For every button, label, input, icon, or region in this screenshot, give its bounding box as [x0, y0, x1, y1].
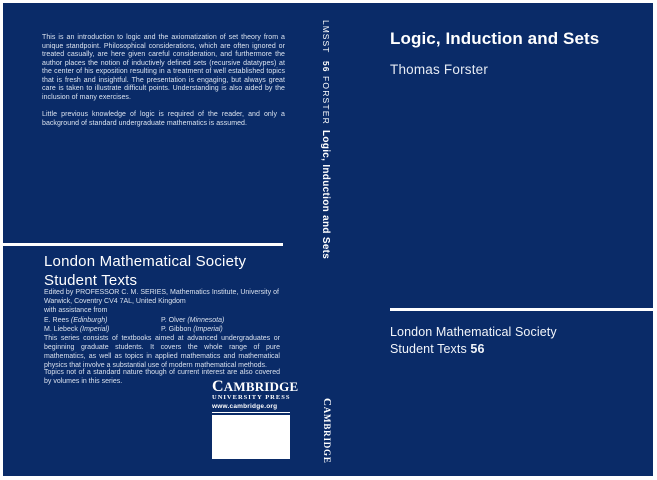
assistant-editor	[161, 316, 224, 325]
assistant-editor	[44, 316, 161, 325]
assistance-intro: with assistance from	[44, 307, 108, 314]
assistant-affiliation: (Imperial)	[193, 326, 223, 333]
assistant-name: M. Liebeck	[44, 326, 78, 333]
front-series-number: 56	[470, 342, 485, 356]
assistant-affiliation: (Minnesota)	[187, 317, 225, 324]
series-heading-line1: London Mathematical Society	[44, 253, 247, 270]
spine-series-code	[321, 20, 331, 72]
spine-series-number: 56	[321, 60, 331, 73]
front-series-block	[390, 324, 557, 358]
assistant-editor	[161, 325, 224, 334]
assistant-editor	[44, 325, 161, 334]
front-series-line2	[390, 341, 557, 358]
front-title: Logic, Induction and Sets	[390, 29, 600, 48]
series-description: This series consists of textbooks aimed at advanced undergraduates or beginning graduate students. It covers the whole range of pure mathematics, as well as topics in applied mathematics and mathematical physics that involve a substantial use of modern mathematical methods.	[44, 335, 280, 369]
cambridge-logo: CAMBRIDGE	[212, 378, 299, 395]
assistant-name: P. Gibbon	[161, 326, 192, 333]
assistant-affiliation: (Imperial)	[79, 326, 110, 333]
front-author: Thomas Forster	[390, 62, 489, 77]
assistant-name: E. Rees	[44, 317, 69, 324]
publisher-logo-block	[212, 378, 299, 459]
barcode-placeholder-box	[212, 415, 290, 459]
spine-author: FORSTER	[321, 76, 331, 126]
spine-publisher: CAMBRIDGE	[321, 398, 333, 464]
back-cover-blurb	[42, 34, 285, 128]
publisher-divider	[212, 412, 290, 413]
front-series-line1: London Mathematical Society	[390, 325, 557, 339]
edited-by-text: Edited by PROFESSOR C. M. SERIES, Mathematics Institute, University of Warwick, Coventry CV4 7AL, United Kingdom	[44, 289, 279, 305]
series-description-2: Topics not of a standard nature though of current interest are also covered by volumes in this series.	[44, 369, 280, 385]
series-heading-line2: Student Texts	[44, 272, 138, 289]
assistant-affiliation: (Edinburgh)	[70, 317, 108, 324]
blurb-paragraph-2: Little previous knowledge of logic is required of the reader, and only a background of standard undergraduate mathematics is assumed.	[42, 111, 285, 127]
back-cover-rule	[3, 243, 283, 246]
university-press-label: UNIVERSITY PRESS	[212, 394, 291, 401]
assistant-editors-list	[44, 316, 224, 334]
front-cover-rule	[390, 308, 653, 311]
publisher-url: www.cambridge.org	[212, 403, 278, 410]
front-series-name: Student Texts	[390, 342, 467, 356]
spine-series-code-text: LMSST	[321, 20, 331, 54]
assistant-name: P. Olver	[161, 317, 186, 324]
series-heading	[44, 252, 246, 290]
spine-title: Logic, Induction and Sets	[320, 130, 331, 260]
blurb-paragraph-1: This is an introduction to logic and the axiomatization of set theory from a unique standpoint. Philosophical considerations, which are often ignored or treated casually, are here given careful consideration, and furthermore the author places the notion of inductively defined sets (recursive datatypes) at the center of his exposition resulting in a treatment of well established topics that is fresh and insightful. The presentation is engaging, but always great care is taken to illustrate difficult points. Understanding is also aided by the inclusion of many exercises.	[42, 34, 285, 101]
